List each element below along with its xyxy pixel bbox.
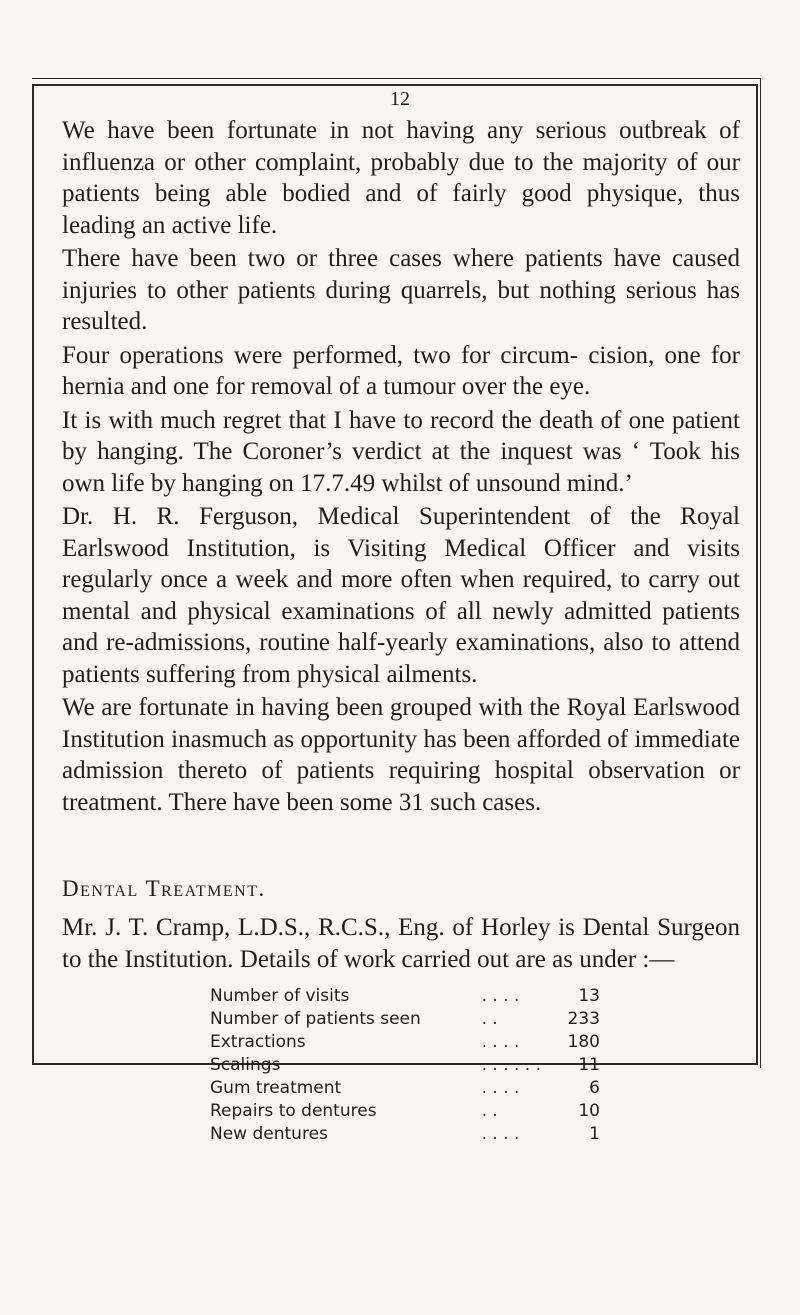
table-row [210,1008,600,1031]
paragraph-injuries: There have been two or three cases where patients have caused injuries to other patients during quarrels, but nothing serious has resulted. [62,245,740,335]
table-row [210,1100,600,1123]
row-value: 6 [589,1078,600,1098]
row-value: 1 [589,1124,600,1144]
dental-work-table [210,985,600,1146]
paragraph-influenza: We have been fortunate in not having any serious outbreak of influenza or other complaint, probably due to the majority of our patients being able bodied and of fairly good physique, thus leading an active life. [62,117,740,239]
row-value: 10 [578,1101,600,1121]
page-content [62,115,740,1146]
paragraph-dental-intro: Mr. J. T. Cramp, L.D.S., R.C.S., Eng. of Horley is Dental Surgeon to the Institution. Details of work carried out are as under :— [62,914,740,973]
table-row [210,1054,600,1077]
row-value: 233 [567,1009,600,1029]
table-row [210,985,600,1008]
section-heading-dental: Dental Treatment. [62,876,266,901]
table-row [210,1123,600,1146]
row-label: Gum treatment [210,1078,342,1098]
row-value: 13 [578,986,600,1006]
paragraph-earlswood: We are fortunate in having been grouped with the Royal Earlswood Institution inasmuch as opportunity has been afforded of immediate admission thereto of patients requiring hospital observation or treatment. There have been some 31 such cases. [62,694,740,816]
table-row [210,1031,600,1054]
row-leader-dots: . . [481,1009,498,1029]
row-label: Number of patients seen [210,1009,421,1029]
paragraph-death: It is with much regret that I have to record the death of one patient by hanging. The Coroner’s verdict at the inquest was ‘ Took his own life by hanging on 17.7.49 whilst of unsound mind.’ [62,406,740,497]
paragraph-medical-officer: Dr. H. R. Ferguson, Medical Superintendent of the Royal Earlswood Institution, is Visiting Medical Officer and visits regularly once a week and more often when required, to carry out mental and physical examinations of all newly admitted patients and re-admissions, routine half-yearly examinations, also to attend patients suffering from physical ailments. [62,503,740,688]
row-label: Repairs to dentures [210,1101,377,1121]
row-leader-dots: . . . . [481,1078,520,1098]
row-leader-dots: . . . . [481,1032,520,1052]
paragraph-operations: Four operations were performed, two for circum- cision, one for hernia and one for removal of a tumour over the eye. [62,341,740,400]
frame-right-rule [760,78,761,1068]
row-value: 11 [578,1055,600,1075]
row-leader-dots: . . . . [481,1124,520,1144]
row-leader-dots: . . . . . . [481,1055,542,1075]
row-leader-dots: . . . . [481,986,520,1006]
frame-top-rule [32,78,760,79]
row-leader-dots: . . [481,1101,498,1121]
row-label: Number of visits [210,986,350,1006]
row-label: Scalings [210,1055,281,1075]
page-number: 12 [390,88,410,110]
table-row [210,1077,600,1100]
row-value: 180 [567,1032,600,1052]
row-label: New dentures [210,1124,328,1144]
row-label: Extractions [210,1032,306,1052]
